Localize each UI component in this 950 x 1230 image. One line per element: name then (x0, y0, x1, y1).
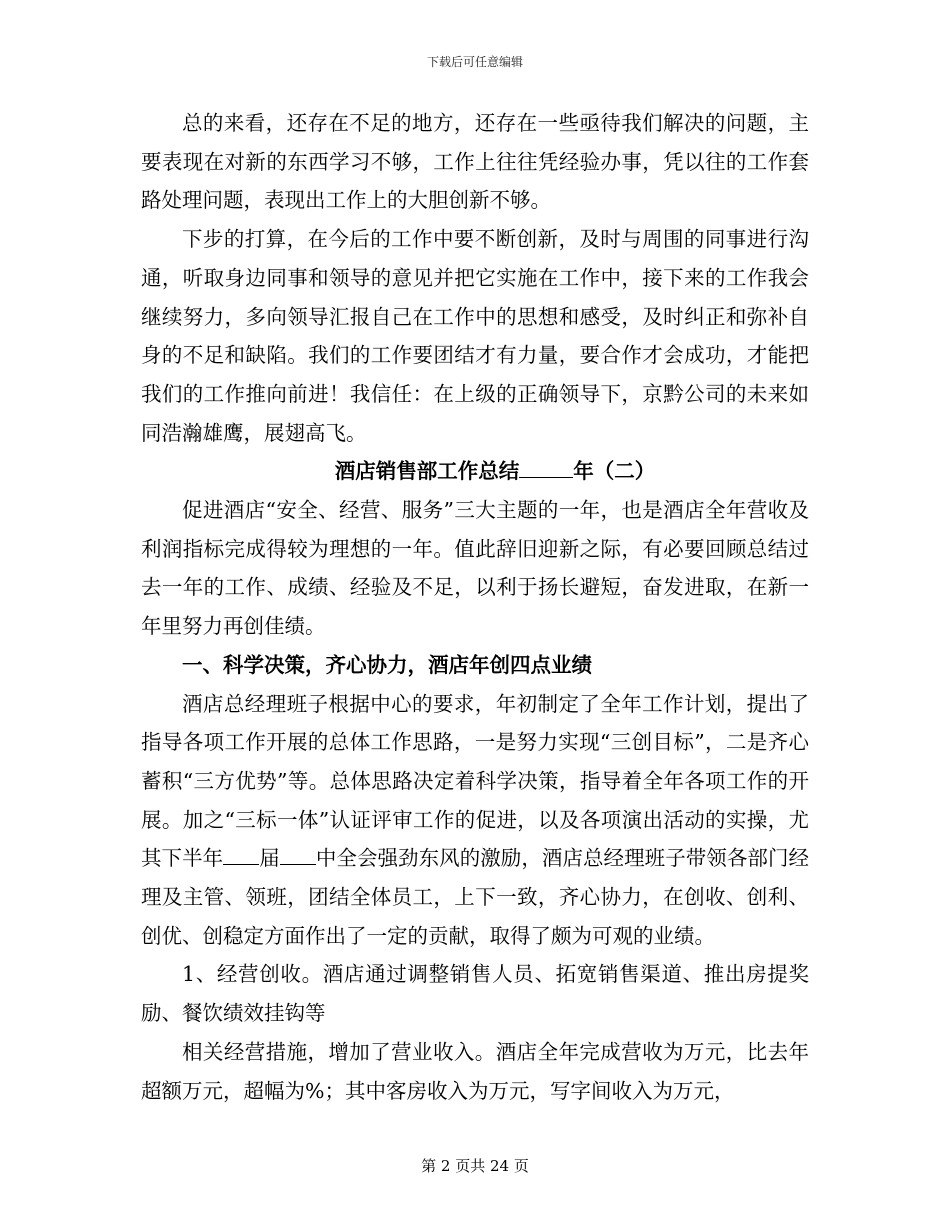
section-title-before: 酒店销售部工作总结 (334, 459, 520, 484)
page-header: 下载后可任意编辑 (426, 55, 523, 69)
paragraph-summary: 总的来看，还存在不足的地方，还存在一些亟待我们解决的问题，主要表现在对新的东西学习不够，工作上往往凭经验办事，凭以往的工作套路处理问题，表现出工作上的大胆创新不够。 (141, 111, 809, 213)
paragraph-next-plan: 下步的打算，在今后的工作中要不断创新，及时与周围的同事进行沟通，听取身边同事和领导的意见并把它实施在工作中，接下来的工作我会继续努力，多向领导汇报自己在工作中的思想和感受，及时纠正和弥补自身的不足和缺陷。我们的工作要团结才有力量，要合作才会成功，才能把我们的工作推向前进！我信任：在上级的正确领导下，京黔公司的未来如同浩瀚雄鹰，展翅高飞。 (141, 227, 809, 445)
document-body (141, 104, 809, 1110)
session-blank-2 (280, 846, 316, 865)
year-blank (519, 459, 573, 478)
paragraph-decision (141, 685, 809, 956)
paragraph-decision-part3: 中全会强劲东风的激励，酒店总经理班子带领各部门经理及主管、领班，团结全体员工，上下一致，齐心协力，在创收、创利、创优、创稳定方面作出了一定的贡献，取得了颇为可观的业绩。 (141, 846, 810, 948)
heading-one: 一、科学决策，齐心协力，酒店年创四点业绩 (182, 652, 592, 677)
section-title (141, 452, 809, 491)
paragraph-decision-part1: 酒店总经理班子根据中心的要求，年初制定了全年工作计划，提出了指导各项工作开展的总体工作思路，一是努力实现“三创目标”，二是齐心蓄积“三方优势”等。总体思路决定着科学决策，指导着全年各项工作的开展。加之“三标一体”认证评审工作的促进，以及各项演出活动的实操，尤其下半年 (141, 691, 809, 871)
session-blank-1 (223, 846, 259, 865)
page-footer: 第 2 页共 24 页 (421, 1157, 529, 1175)
paragraph-revenue-item: 1、经营创收。酒店通过调整销售人员、拓宽销售渠道、推出房提奖励、餐饮绩效挂钩等 (141, 962, 809, 1026)
paragraph-decision-part2: 届 (259, 846, 280, 871)
section-title-after: 年（二） (573, 459, 656, 484)
paragraph-revenue-detail: 相关经营措施，增加了营业收入。酒店全年完成营收为万元，比去年超额万元，超幅为%；其中客房收入为万元，写字间收入为万元， (141, 1039, 809, 1103)
paragraph-intro: 促进酒店“安全、经营、服务”三大主题的一年，也是酒店全年营收及利润指标完成得较为理想的一年。值此辞旧迎新之际，有必要回顾总结过去一年的工作、成绩、经验及不足，以利于扬长避短，奋发进取，在新一年里努力再创佳绩。 (141, 498, 809, 639)
